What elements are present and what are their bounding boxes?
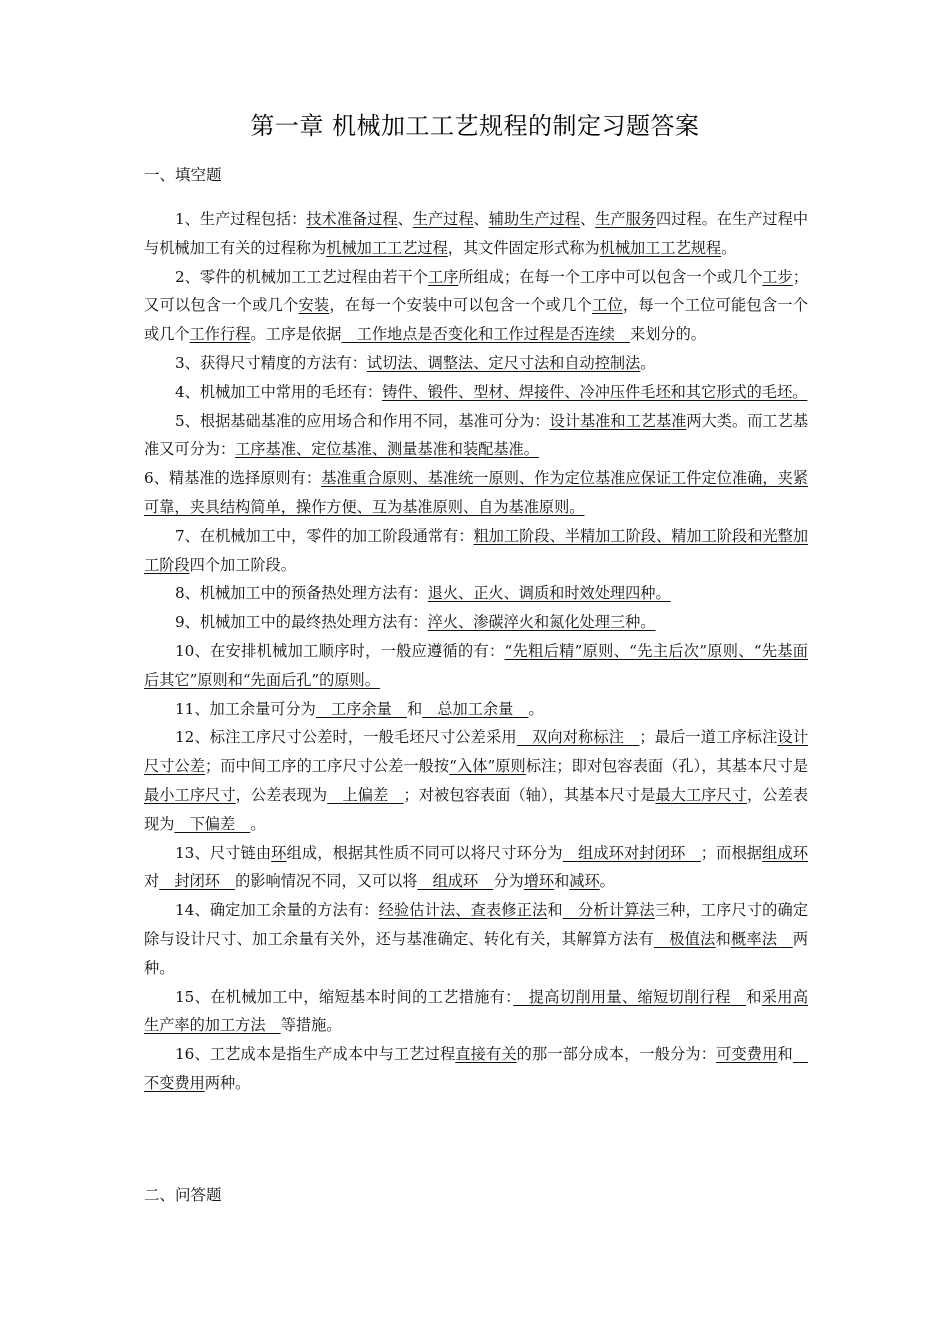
section-heading-fill-in: 一、填空题 (144, 166, 222, 184)
answer-blank: 基准重合原则、基准统一原则、作为定位基准应保证工件定位准确，夹紧可靠，夹具结构简单，操作方便、互为基准原则、自为基准原则。 (144, 469, 809, 516)
question-text: 和 (746, 987, 762, 1006)
answer-blank: 工序基准、定位基准、测量基准和装配基准。 (235, 440, 539, 459)
answer-blank: 最小工序尺寸 (144, 785, 236, 804)
answer-blank: 直接有关 (455, 1045, 517, 1064)
answer-blank: 上偏差 (327, 785, 404, 804)
question-text: 8、机械加工中的预备热处理方法有： (175, 584, 428, 603)
question-item (144, 723, 808, 838)
question-text: 11、加工余量可分为 (175, 699, 316, 718)
answer-blank: 下偏差 (174, 814, 251, 833)
question-text: ；又可以包含一个或几个 (144, 267, 808, 315)
question-text: 等措施。 (280, 1016, 342, 1035)
question-text: ，其文件固定形式称为 (447, 238, 600, 257)
question-item (144, 579, 808, 608)
answer-blank: 工作地点是否变化和工作过程是否连续 (341, 325, 630, 344)
question-text: 5、根据基础基准的应用场合和作用不同，基准可分为： (175, 411, 550, 430)
question-text: 。 (640, 353, 656, 372)
question-text: 16、工艺成本是指生产成本中与工艺过程 (175, 1045, 456, 1064)
question-text: 2、零件的机械加工工艺过程由若干个 (175, 267, 428, 286)
question-item (144, 839, 808, 897)
question-text: 15、在机械加工中，缩短基本时间的工艺措施有： (175, 987, 514, 1006)
question-text: 和 (547, 901, 563, 920)
question-text: 10、在安排机械加工顺序时，一般应遵循的有： (175, 641, 505, 660)
answer-blank: 概率法 (731, 929, 793, 948)
question-text: 两大类。而工艺基准又可分为： (144, 411, 808, 459)
question-text: 四过程。在生产过程中与机械加工有关的过程称为 (144, 210, 808, 257)
answer-blank: 粗加工阶段、半精加工阶段、精加工阶段和光整加工阶段 (144, 526, 808, 574)
answer-blank: 组成环 (762, 843, 809, 862)
answer-blank: 减环 (569, 872, 600, 891)
question-text: 3、获得尺寸精度的方法有： (175, 353, 367, 372)
question-item (144, 378, 808, 407)
question-item (144, 464, 808, 522)
question-text: 所组成；在每一个工序中可以包含一个或几个 (458, 267, 763, 286)
question-text: 来划分的。 (630, 325, 706, 344)
question-text: 4、机械加工中常用的毛坯有： (175, 382, 383, 401)
answer-blank: 铸件、锻件、型材、焊接件、冷冲压件毛坯和其它形式的毛坯。 (382, 382, 808, 401)
question-text: 。 (721, 238, 737, 257)
answer-blank: 机械加工工艺规程 (599, 238, 722, 257)
question-text: 、 (397, 210, 413, 228)
question-text: 7、在机械加工中，零件的加工阶段通常有： (175, 526, 474, 545)
question-text: 。 (599, 872, 615, 891)
question-text: 四个加工阶段。 (189, 555, 296, 574)
question-text: ；而中间工序的工序尺寸公差一般按 (205, 757, 450, 776)
answer-blank: 生产服务 (595, 210, 656, 228)
answer-blank: 分析计算法 (562, 901, 655, 920)
answer-blank: 总加工余量 (422, 699, 529, 718)
question-text: 标注；即对包容表面（孔），其基本尺寸是 (525, 757, 809, 776)
question-item (144, 205, 808, 263)
question-text: 13、尺寸链由 (175, 843, 272, 862)
answer-blank: 辅助生产过程 (488, 210, 580, 228)
answer-blank: 经验估计法、查表修正法 (378, 901, 548, 920)
answer-blank: 设计基准和工艺基准 (549, 411, 687, 430)
answer-blank: 极值法 (653, 929, 716, 948)
question-list (144, 205, 808, 1098)
question-item (144, 983, 808, 1041)
question-text: 12、标注工序尺寸公差时，一般毛坯尺寸公差采用 (175, 728, 517, 747)
question-item (144, 349, 808, 378)
answer-blank: 安装 (298, 296, 330, 315)
question-text: 和 (554, 872, 570, 891)
answer-blank: 退火、正火、调质和时效处理四种。 (427, 584, 671, 603)
question-text: 两种。 (204, 1073, 251, 1092)
question-text: 和 (715, 929, 732, 948)
answer-blank: 双向对称标注 (516, 728, 640, 747)
answer-blank: 环 (271, 843, 287, 862)
question-text: ，每一个工位可能包含一个或几个 (144, 296, 809, 344)
answer-blank: 机械加工工艺过程 (326, 238, 448, 257)
question-text: 三种，工序尺寸的确定除与设计尺寸、加工余量有关外，还与基准确定、转化有关，其解算方法有 (144, 901, 809, 948)
question-text: ；对被包容表面（轴），其基本尺寸是 (403, 785, 656, 804)
question-item (144, 608, 808, 637)
question-text: ，公差表现为 (235, 785, 328, 804)
question-text: 。 (250, 814, 266, 833)
answer-blank: 采用高生产率的加工方法 (144, 987, 809, 1035)
answer-blank: 增环 (523, 872, 555, 891)
question-item (144, 637, 808, 695)
question-text: 的那一部分成本，一般分为： (516, 1045, 717, 1064)
answer-blank: 工序 (427, 267, 459, 286)
question-text: 的影响情况不同，又可以将 (235, 872, 418, 891)
answer-blank: 工序余量 (315, 699, 407, 718)
page-title: 第一章 机械加工工艺规程的制定习题答案 (250, 112, 700, 140)
answer-blank: 技术准备过程 (306, 210, 398, 228)
answer-blank: 封闭环 (159, 872, 236, 891)
question-text: 和 (406, 699, 423, 718)
question-item (144, 263, 808, 349)
answer-blank: 试切法、调整法、定尺寸法和自动控制法 (366, 353, 641, 372)
section-heading-qa: 二、问答题 (144, 1186, 222, 1204)
answer-blank: 不变费用 (144, 1045, 809, 1092)
question-text: 1、生产过程包括： (175, 210, 307, 228)
answer-blank: 组成环对封闭环 (562, 843, 701, 862)
question-text: 、 (473, 210, 489, 228)
answer-blank: 工位 (592, 296, 623, 315)
answer-blank: “入体”原则 (449, 757, 526, 776)
answer-blank: “先粗后精”原则、“先主后次”原则、“先基面后其它”原则和“先面后孔”的原则。 (144, 641, 808, 689)
question-item (144, 522, 808, 580)
question-item (144, 1040, 808, 1098)
answer-blank: 设计尺寸公差 (144, 728, 809, 776)
question-text: 和 (777, 1045, 793, 1064)
answer-blank: 淬火、渗碳淬火和氮化处理三种。 (427, 613, 656, 632)
question-text: ，在每一个安装中可以包含一个或几个 (329, 296, 593, 315)
answer-blank: 工步 (762, 267, 793, 286)
question-text: 6、精基准的选择原则有： (144, 469, 322, 488)
question-text: 组成，根据其性质不同可以将尺寸环分为 (286, 843, 563, 862)
question-item (144, 896, 808, 982)
answer-blank: 提高切削用量、缩短切削行程 (513, 987, 747, 1006)
question-text: 9、机械加工中的最终热处理方法有： (175, 613, 428, 632)
question-text: 、 (579, 210, 596, 228)
answer-blank: 生产过程 (412, 210, 474, 228)
question-text: ，公差表现为 (144, 785, 809, 833)
question-text: 。 (528, 699, 544, 718)
question-item (144, 695, 808, 724)
answer-blank: 最大工序尺寸 (655, 785, 748, 804)
question-text: 两种。 (144, 929, 809, 977)
question-item (144, 407, 808, 465)
answer-blank: 可变费用 (716, 1045, 778, 1064)
question-text: 分为 (493, 872, 524, 891)
question-text: 对 (144, 872, 160, 891)
answer-blank: 组成环 (417, 872, 494, 891)
answer-blank: 工作行程 (189, 325, 251, 344)
question-text: 。工序是依据 (250, 325, 342, 344)
question-text: ；最后一道工序标注 (639, 728, 778, 747)
question-text: ；而根据 (700, 843, 763, 862)
question-text: 14、确定加工余量的方法有： (175, 901, 379, 920)
